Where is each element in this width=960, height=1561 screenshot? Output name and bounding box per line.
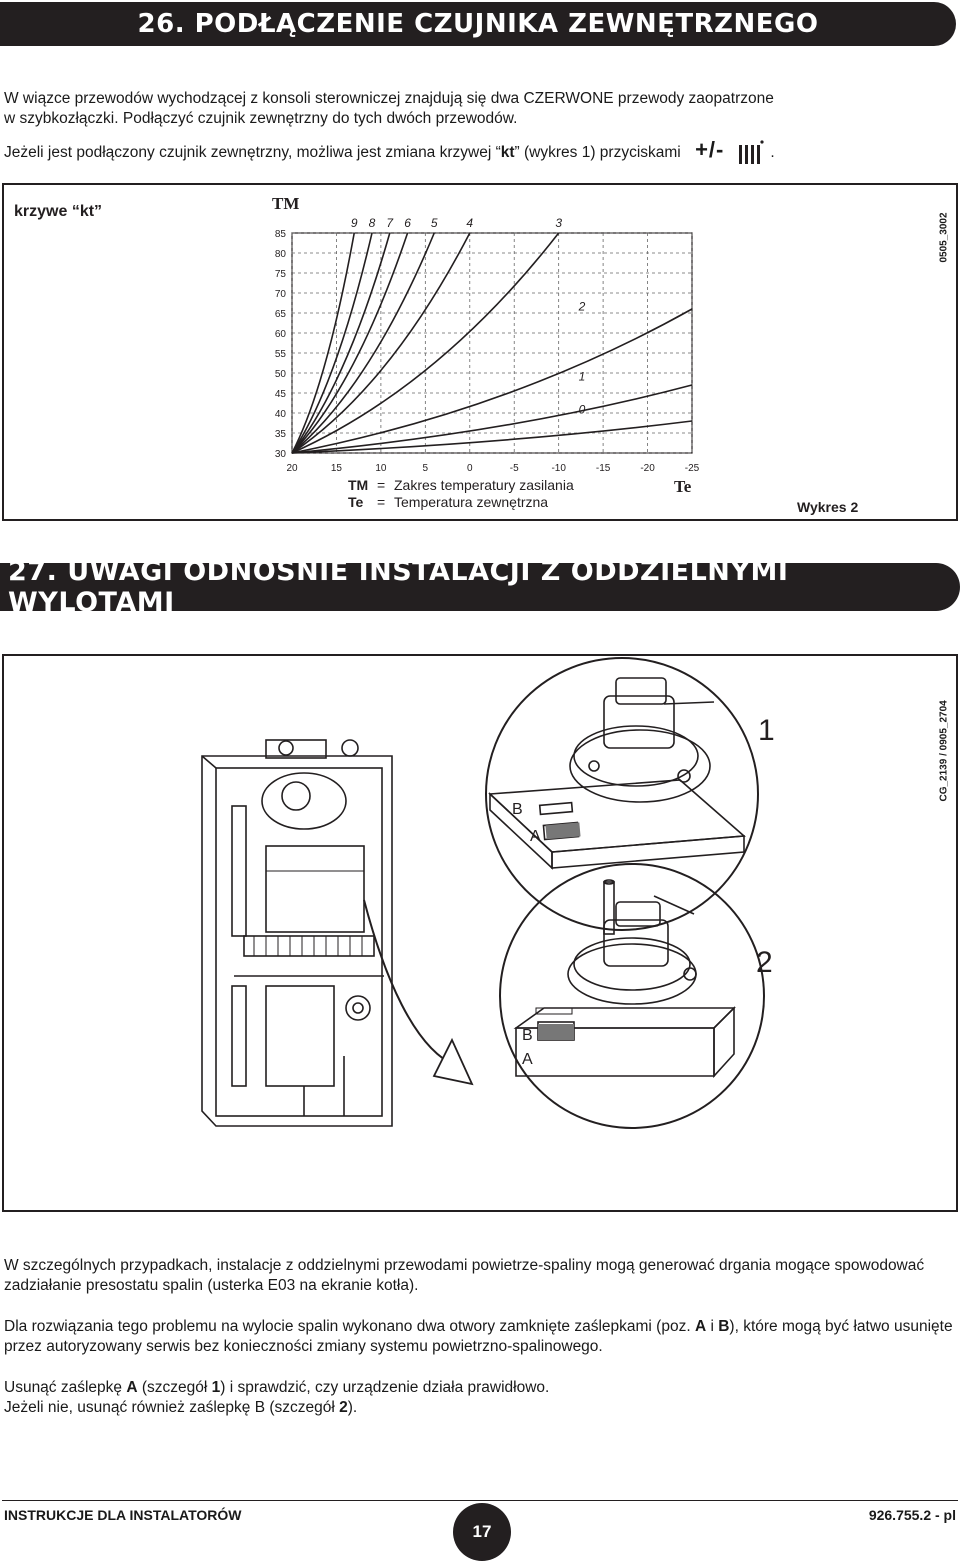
kt-curve-label-0: 0 [578, 402, 586, 417]
footer-doc-code: 926.755.2 - pl [868, 1507, 956, 1523]
kt-curve-label-9: 9 [350, 216, 358, 230]
x-axis-title: Te [674, 477, 692, 496]
paragraph-3 [4, 1378, 954, 1398]
y-tick-label: 75 [274, 269, 286, 280]
legend-key-tm: TM [348, 477, 369, 493]
y-axis-title: TM [272, 194, 300, 213]
boiler-illustration [4, 656, 956, 1210]
intro-line-3 [4, 137, 904, 166]
y-tick-label: 60 [274, 329, 286, 340]
ref-b: B [718, 1318, 730, 1335]
section-27-title: 27. UWAGI ODNOŚNIE INSTALACJI Z ODDZIELNYMI WYLOTAMI [0, 563, 960, 611]
x-tick-label: -10 [551, 463, 566, 474]
figure-code: CG_2139 / 0905_2704 [938, 700, 950, 802]
arrow-head [434, 1040, 472, 1084]
kt-curve-label-6: 6 [404, 216, 411, 230]
callout-1: 1 [758, 714, 775, 747]
callout-2: 2 [756, 946, 773, 979]
y-tick-label: 70 [274, 289, 286, 300]
detail-2-label-b: B [522, 1027, 533, 1044]
x-tick-label: 10 [375, 463, 387, 474]
kt-curve-9 [292, 233, 354, 453]
intro-line-3-end: . [770, 144, 775, 162]
x-tick-label: -25 [684, 463, 700, 474]
detail-1-plug-a [545, 822, 580, 839]
kt-curve-8 [292, 233, 372, 453]
y-tick-label: 85 [274, 229, 286, 240]
ref-detail-1: 1 [211, 1379, 221, 1396]
paragraph-2-text-b: ), które mogą być łatwo usunięte przez autoryzowany serwis bez konieczności zmiany systemu powietrzno-spalinowego. [4, 1318, 953, 1355]
kt-curve-label-8: 8 [368, 216, 376, 230]
footer-rule [2, 1500, 958, 1501]
paragraph-4 [4, 1398, 954, 1418]
y-tick-label: 65 [274, 309, 286, 320]
kt-curve-label-4: 4 [466, 216, 474, 230]
kt-curve-label-3: 3 [555, 216, 563, 230]
section-26-intro [4, 89, 904, 166]
y-tick-label: 40 [274, 409, 286, 420]
paragraph-3-text-c: ) i sprawdzić, czy urządzenie działa prawidłowo. [220, 1379, 550, 1396]
chart-code: 0505_3002 [938, 212, 950, 263]
kt-curve-6 [292, 233, 408, 453]
figure-label: Wykres 2 [797, 499, 859, 515]
y-tick-label: 50 [274, 369, 286, 380]
connector-arrow [364, 900, 456, 1066]
paragraph-4-text-b: ). [347, 1399, 358, 1416]
detail-1-label-a: A [530, 828, 541, 845]
x-tick-label: 20 [286, 463, 298, 474]
detail-1-circle [486, 658, 758, 930]
legend-key-te: Te [348, 494, 364, 510]
x-tick-label: 0 [466, 463, 473, 474]
kt-curve-1 [292, 385, 692, 453]
intro-line-3-text: Jeżeli jest podłączony czujnik zewnętrzny, możliwa jest zmiana krzywej “ [4, 144, 501, 162]
paragraph-2 [4, 1317, 954, 1357]
legend-text-tm: Zakres temperatury zasilania [394, 477, 574, 493]
boiler-illustration-panel [2, 654, 958, 1212]
x-tick-label: 15 [330, 463, 343, 474]
paragraph-3-text: Usunąć zaślepkę [4, 1379, 127, 1396]
legend-eq-te: = [377, 494, 386, 510]
detail-2-label-a: A [522, 1051, 533, 1068]
y-tick-label: 45 [274, 389, 286, 400]
detail-2-circle [500, 864, 764, 1128]
radiator-icon [738, 140, 764, 166]
x-tick-label: -20 [640, 463, 655, 474]
page-number: 17 [453, 1503, 511, 1561]
intro-line-3-text-b: ” (wykres 1) przyciskami [514, 144, 681, 162]
kt-curve-label-1: 1 [578, 369, 586, 384]
kt-curve-label-7: 7 [386, 216, 394, 230]
kt-curve-2 [292, 309, 692, 453]
x-tick-label: -15 [595, 463, 611, 474]
chart-title: krzywe “kt” [14, 203, 103, 220]
paragraph-2-conj: i [706, 1318, 719, 1335]
section-26-title: 26. PODŁĄCZENIE CZUJNIKA ZEWNĘTRZNEGO [0, 2, 956, 46]
detail-1-drawing [490, 678, 744, 868]
chart-legend [348, 477, 574, 510]
kt-curve-label-5: 5 [430, 216, 438, 230]
intro-line-1: W wiązce przewodów wychodzącej z konsoli sterowniczej znajdują się dwa CZERWONE przewody zaopatrzone [4, 90, 774, 107]
ref-a-2: A [126, 1379, 138, 1396]
detail-1-label-b: B [512, 801, 523, 818]
ref-a: A [694, 1318, 707, 1335]
detail-2-plug-b [538, 1024, 574, 1040]
paragraph-1: W szczególnych przypadkach, instalacje z oddzielnymi przewodami powietrze-spaliny mogą generować drgania mogące spowodować zadziałanie presostatu spalin (usterka E03 na ekranie kotła). [4, 1257, 925, 1294]
kt-curves-chart-panel [2, 183, 958, 521]
footer-doc-title: INSTRUKCJE DLA INSTALATORÓW [4, 1507, 242, 1523]
kt-curve-0 [292, 421, 692, 453]
y-tick-label: 30 [274, 449, 286, 460]
intro-line-2: w szybkozłączki. Podłączyć czujnik zewnętrzny do tych dwóch przewodów. [4, 110, 518, 127]
y-tick-label: 35 [274, 429, 286, 440]
y-tick-label: 80 [274, 249, 286, 260]
plus-minus-symbol: +/- [695, 137, 725, 163]
kt-curves-chart [4, 185, 956, 519]
x-tick-label: -5 [509, 463, 519, 474]
paragraph-4-text: Jeżeli nie, usunąć również zaślepkę B (szczegół [4, 1399, 340, 1416]
legend-eq-tm: = [377, 477, 386, 493]
boiler-drawing [202, 740, 392, 1126]
paragraph-3-text-b: (szczegół [137, 1379, 212, 1396]
x-tick-label: 5 [422, 463, 429, 474]
section-27-body [4, 1256, 954, 1439]
kt-curve-label-2: 2 [578, 299, 586, 314]
paragraph-2-text: Dla rozwiązania tego problemu na wylocie spalin wykonano dwa otwory zamknięte zaślepkami (poz. [4, 1318, 695, 1335]
kt-label: kt [500, 144, 515, 162]
y-tick-label: 55 [274, 349, 286, 360]
ref-detail-2: 2 [339, 1399, 348, 1416]
legend-text-te: Temperatura zewnętrzna [394, 494, 549, 510]
